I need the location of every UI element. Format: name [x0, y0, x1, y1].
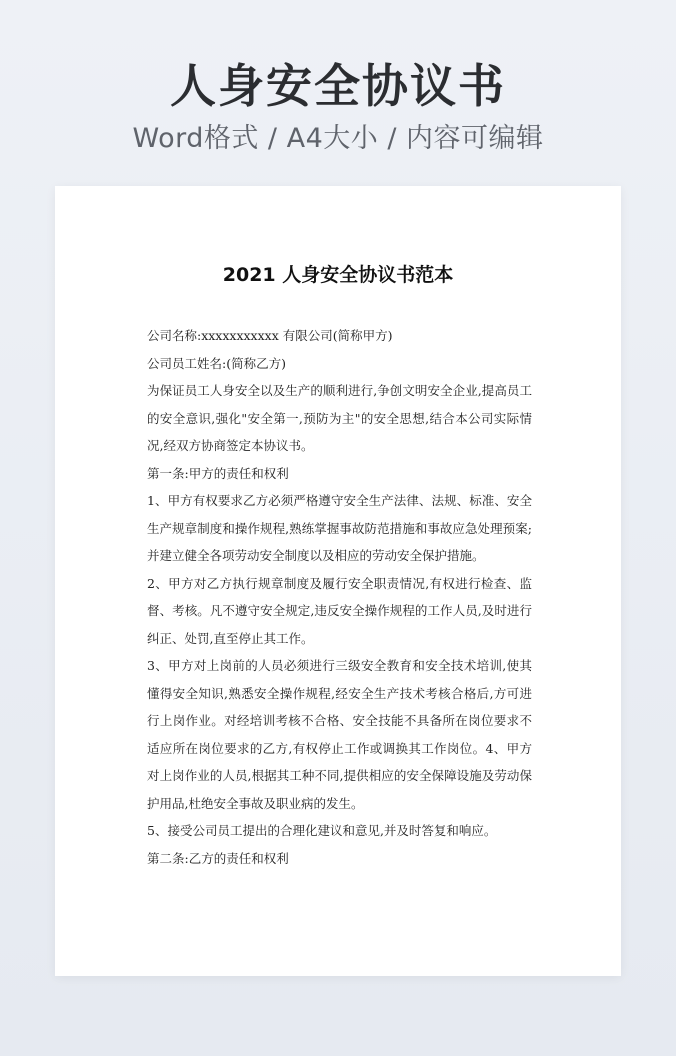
document-title: 2021 人身安全协议书范本 — [222, 264, 454, 286]
document-body — [147, 322, 532, 872]
company-name-line: 公司名称:xxxxxxxxxxx 有限公司(简称甲方) — [147, 328, 393, 343]
clause-1: 1、甲方有权要求乙方必须严格遵守安全生产法律、法规、标准、安全生产规章制度和操作规程,熟练掌握事故防范措施和事故应急处理预案;并建立健全各项劳动安全制度以及相应的劳动安全保护措施。 — [147, 493, 532, 563]
section-heading-party-a: 第一条:甲方的责任和权利 — [147, 465, 289, 481]
banner — [0, 56, 676, 156]
clause-5: 5、接受公司员工提出的合理化建议和意见,并及时答复和响应。 — [147, 823, 497, 838]
document-page — [55, 186, 621, 976]
banner-title: 人身安全协议书 — [170, 59, 506, 113]
clause-2: 2、甲方对乙方执行规章制度及履行安全职责情况,有权进行检查、监督、考核。凡不遵守安全规定,违反安全操作规程的工作人员,及时进行纠正、处罚,直至停止其工作。 — [147, 575, 532, 646]
section-heading-party-b: 第二条:乙方的责任和权利 — [147, 850, 289, 866]
preamble-paragraph: 为保证员工人身安全以及生产的顺利进行,争创文明安全企业,提高员工的安全意识,强化"安全第一,预防为主"的安全思想,结合本公司实际情况,经双方协商签定本协议书。 — [147, 383, 532, 453]
employee-name-line: 公司员工姓名:(简称乙方) — [147, 355, 286, 371]
clause-3-4: 3、甲方对上岗前的人员必须进行三级安全教育和安全技术培训,使其懂得安全知识,熟悉安全操作规程,经安全生产技术考核合格后,方可进行上岗作业。对经培训考核不合格、安全技能不具备所在岗位要求不适应所在岗位要求的乙方,有权停止工作或调换其工作岗位。4、甲方对上岗作业的人员,根据其工种不同,提供相应的安全保障设施及劳动保护用品,杜绝安全事故及职业病的发生。 — [147, 658, 532, 811]
banner-subtitle: Word格式 / A4大小 / 内容可编辑 — [132, 123, 544, 154]
